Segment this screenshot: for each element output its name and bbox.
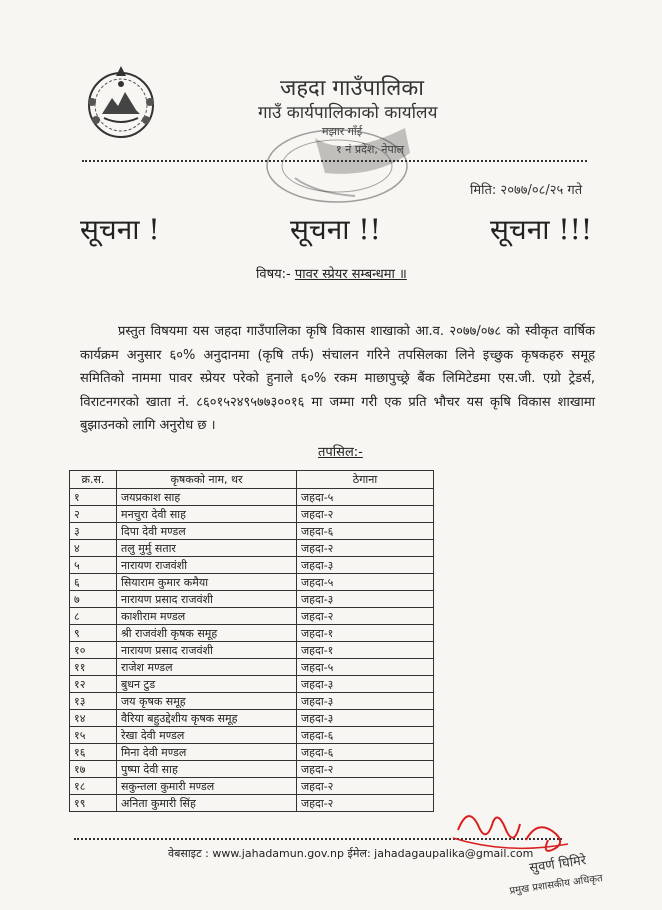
row-address: जहदा-५ xyxy=(297,659,434,676)
row-name: मनचुरा देवी साह xyxy=(117,506,297,523)
email-label: ईमेल: xyxy=(344,847,375,860)
row-name: दिपा देवी मण्डल xyxy=(117,523,297,540)
notice-heading-2: सूचना !! xyxy=(290,213,381,246)
row-address: जहदा-६ xyxy=(297,744,434,761)
row-name: सकुन्तला कुमारी मण्डल xyxy=(117,778,297,795)
row-serial: ९ xyxy=(70,625,117,642)
table-header-row xyxy=(70,471,434,489)
row-serial: ११ xyxy=(70,659,117,676)
row-address: जहदा-६ xyxy=(297,727,434,744)
email-link[interactable]: jahadagaupalika@gmail.com xyxy=(374,847,534,860)
row-serial: १२ xyxy=(70,676,117,693)
table-row xyxy=(70,557,434,574)
table-row xyxy=(70,659,434,676)
row-address: जहदा-५ xyxy=(297,489,434,506)
row-address: जहदा-३ xyxy=(297,557,434,574)
row-name: नारायण राजवंशी xyxy=(117,557,297,574)
row-serial: ५ xyxy=(70,557,117,574)
row-address: जहदा-२ xyxy=(297,778,434,795)
row-address: जहदा-२ xyxy=(297,761,434,778)
date: मिति: २०७७/०८/२५ गते xyxy=(470,183,583,198)
address-line1: मझार गाँई xyxy=(322,125,363,138)
svg-text:सुवर्ण घिमिरे: सुवर्ण घिमिरे xyxy=(528,853,588,876)
row-serial: ६ xyxy=(70,574,117,591)
beneficiary-table xyxy=(69,470,434,812)
table-row xyxy=(70,693,434,710)
table-row xyxy=(70,506,434,523)
row-name: वैरिया बहुउद्देशीय कृषक समूह xyxy=(117,710,297,727)
row-serial: ८ xyxy=(70,608,117,625)
row-address: जहदा-२ xyxy=(297,608,434,625)
table-row xyxy=(70,489,434,506)
signature-icon xyxy=(448,800,618,900)
row-name: नारायण प्रसाद राजवंशी xyxy=(117,642,297,659)
row-serial: १ xyxy=(70,489,117,506)
row-address: जहदा-३ xyxy=(297,710,434,727)
header-name: कृषकको नाम, थर xyxy=(117,471,297,489)
table-row xyxy=(70,591,434,608)
row-address: जहदा-२ xyxy=(297,506,434,523)
row-name: सियाराम कुमार कमैया xyxy=(117,574,297,591)
header-address: ठेगाना xyxy=(297,471,434,489)
row-name: काशीराम मण्डल xyxy=(117,608,297,625)
row-address: जहदा-२ xyxy=(297,795,434,812)
row-serial: २ xyxy=(70,506,117,523)
table-row xyxy=(70,642,434,659)
row-serial: १५ xyxy=(70,727,117,744)
notice-heading-1: सूचना ! xyxy=(80,213,160,246)
row-serial: ३ xyxy=(70,523,117,540)
row-name: मिना देवी मण्डल xyxy=(117,744,297,761)
municipality-emblem-icon xyxy=(80,62,162,144)
table-row xyxy=(70,761,434,778)
row-address: जहदा-५ xyxy=(297,574,434,591)
row-serial: १९ xyxy=(70,795,117,812)
row-name: जय कृषक समूह xyxy=(117,693,297,710)
body-paragraph: प्रस्तुत विषयमा यस जहदा गाउँपालिका कृषि विकास शाखाको आ.व. २०७७/०७८ को स्वीकृत वार्षिक कार्यक्रम अनुसार ६०% अनुदानमा (कृषि तर्फ) संचालन गरिने तपसिलका लिने इच्छुक कृषकहरु समूह समितिको नाममा पावर स्प्रेयर परेको हुनाले ६०% रकम माछापुच्छ्रे बैंक लिमिटेडमा एस.जी. एग्रो ट्रेडर्स, विराटनगरको खाता नं. ८६०१५२४९५७७३००१६ मा जम्मा गरी एक प्रति भौचर यस कृषि विकास शाखामा बुझाउनको लागि अनुरोध छ । xyxy=(80,324,595,433)
office-name: गाउँ कार्यपालिकाको कार्यालय xyxy=(258,103,438,123)
row-serial: १४ xyxy=(70,710,117,727)
subject-label: विषय:- xyxy=(256,267,295,282)
table-row xyxy=(70,727,434,744)
row-name: नारायण प्रसाद राजवंशी xyxy=(117,591,297,608)
row-address: जहदा-६ xyxy=(297,523,434,540)
website-label: वेबसाइट : xyxy=(168,847,213,860)
row-name: पुष्पा देवी साह xyxy=(117,761,297,778)
row-name: अनिता कुमारी सिंह xyxy=(117,795,297,812)
table-row xyxy=(70,795,434,812)
row-address: जहदा-३ xyxy=(297,676,434,693)
row-address: जहदा-३ xyxy=(297,591,434,608)
details-heading: तपसिल:- xyxy=(318,445,363,460)
row-serial: १८ xyxy=(70,778,117,795)
header-serial: क्र.स. xyxy=(70,471,117,489)
row-name: बुधन टुड xyxy=(117,676,297,693)
row-name: जयप्रकाश साह xyxy=(117,489,297,506)
row-serial: ७ xyxy=(70,591,117,608)
row-address: जहदा-१ xyxy=(297,642,434,659)
subject-line xyxy=(256,264,407,282)
header-divider xyxy=(82,160,587,162)
row-address: जहदा-१ xyxy=(297,625,434,642)
row-serial: १३ xyxy=(70,693,117,710)
svg-text:प्रमुख प्रशासकीय अधिकृत: प्रमुख प्रशासकीय अधिकृत xyxy=(508,873,604,897)
row-name: राजेश मण्डल xyxy=(117,659,297,676)
table-row xyxy=(70,523,434,540)
row-name: तलु मुर्मु सतार xyxy=(117,540,297,557)
table-row xyxy=(70,744,434,761)
row-serial: ४ xyxy=(70,540,117,557)
table-row xyxy=(70,778,434,795)
notice-heading-3: सूचना !!! xyxy=(490,213,593,246)
table-row xyxy=(70,676,434,693)
row-address: जहदा-३ xyxy=(297,693,434,710)
table-row xyxy=(70,710,434,727)
row-name: रेखा देवी मण्डल xyxy=(117,727,297,744)
table-row xyxy=(70,574,434,591)
table-row xyxy=(70,608,434,625)
row-serial: १७ xyxy=(70,761,117,778)
row-address: जहदा-२ xyxy=(297,540,434,557)
table-row xyxy=(70,625,434,642)
row-name: श्री राजवंशी कृषक समूह xyxy=(117,625,297,642)
org-title: जहदा गाउँपालिका xyxy=(280,76,424,101)
office-stamp-icon xyxy=(255,118,420,213)
website-link[interactable]: www.jahadamun.gov.np xyxy=(212,847,345,860)
table-row xyxy=(70,540,434,557)
row-serial: १६ xyxy=(70,744,117,761)
row-serial: १० xyxy=(70,642,117,659)
subject-text: पावर स्प्रेयर सम्बन्धमा ॥ xyxy=(294,267,407,282)
address-line2: १ नं प्रदेश, नेपाल xyxy=(336,143,405,156)
